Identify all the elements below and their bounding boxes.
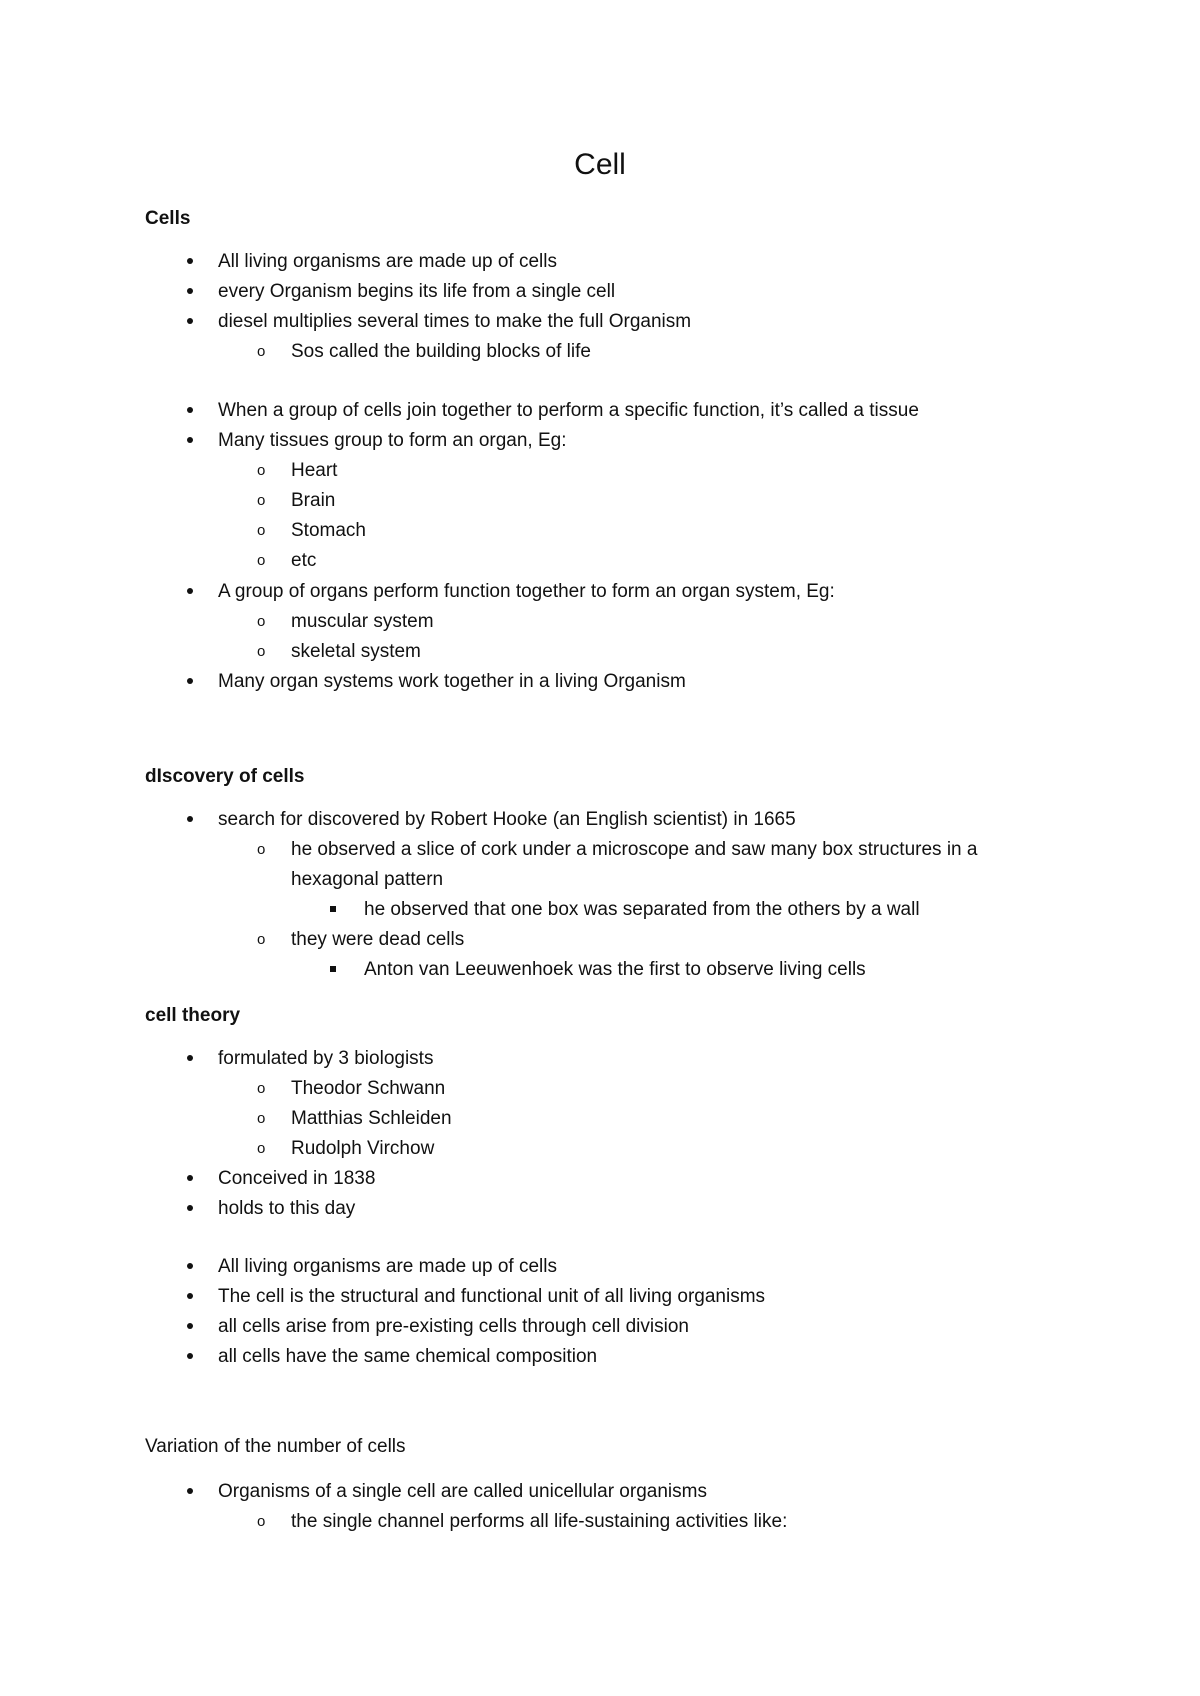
list-item: Anton van Leeuwenhoek was the first to observe living cells xyxy=(364,959,866,980)
list-item: All living organisms are made up of cells xyxy=(218,251,557,272)
list-item: he observed a slice of cork under a microscope and saw many box structures in a xyxy=(291,839,978,860)
list-item: When a group of cells join together to perform a specific function, it’s called a tissue xyxy=(218,400,919,421)
bullet-icon xyxy=(187,816,193,822)
list-item: etc xyxy=(291,550,317,571)
list-item: Conceived in 1838 xyxy=(218,1168,376,1189)
bullet-icon xyxy=(187,1263,193,1269)
bullet-icon xyxy=(187,258,193,264)
bullet-icon xyxy=(187,1323,193,1329)
list-item: Organisms of a single cell are called unicellular organisms xyxy=(218,1481,707,1502)
circle-bullet-icon: o xyxy=(257,522,266,539)
list-item: all cells have the same chemical composition xyxy=(218,1346,598,1367)
list-item: Rudolph Virchow xyxy=(291,1138,435,1159)
list-item: Matthias Schleiden xyxy=(291,1108,452,1129)
list-item: holds to this day xyxy=(218,1198,356,1219)
circle-bullet-icon: o xyxy=(257,931,266,948)
list-item: diesel multiplies several times to make the full Organism xyxy=(218,311,692,332)
circle-bullet-icon: o xyxy=(257,643,266,660)
list-item: all cells arise from pre-existing cells through cell division xyxy=(218,1316,689,1337)
bullet-icon xyxy=(187,1055,193,1061)
bullet-icon xyxy=(187,407,193,413)
list-item: Many tissues group to form an organ, Eg: xyxy=(218,430,567,451)
list-item: Heart xyxy=(291,460,338,481)
list-item: Theodor Schwann xyxy=(291,1078,446,1099)
bullet-icon xyxy=(187,1353,193,1359)
circle-bullet-icon: o xyxy=(257,841,266,858)
list-item: Sos called the building blocks of life xyxy=(291,341,591,362)
bullet-icon xyxy=(187,437,193,443)
circle-bullet-icon: o xyxy=(257,1110,266,1127)
bullet-icon xyxy=(187,588,193,594)
list-item: the single channel performs all life-sustaining activities like: xyxy=(291,1511,788,1532)
list-item: All living organisms are made up of cells xyxy=(218,1256,557,1277)
circle-bullet-icon: o xyxy=(257,343,266,360)
list-item: A group of organs perform function together to form an organ system, Eg: xyxy=(218,581,835,602)
circle-bullet-icon: o xyxy=(257,1080,266,1097)
square-bullet-icon xyxy=(330,906,336,912)
list-item: every Organism begins its life from a single cell xyxy=(218,281,616,302)
list-item: skeletal system xyxy=(291,641,421,662)
page-title: Cell xyxy=(574,148,626,181)
bullet-icon xyxy=(187,678,193,684)
bullet-icon xyxy=(187,1293,193,1299)
circle-bullet-icon: o xyxy=(257,1513,266,1530)
bullet-icon xyxy=(187,288,193,294)
list-item: search for discovered by Robert Hooke (an English scientist) in 1665 xyxy=(218,809,796,830)
list-item: formulated by 3 biologists xyxy=(218,1048,434,1069)
section-heading-cell-theory: cell theory xyxy=(145,1005,241,1026)
square-bullet-icon xyxy=(330,966,336,972)
list-item: they were dead cells xyxy=(291,929,465,950)
list-item: Brain xyxy=(291,490,336,511)
circle-bullet-icon: o xyxy=(257,462,266,479)
bullet-icon xyxy=(187,1205,193,1211)
section-heading-variation: Variation of the number of cells xyxy=(145,1436,406,1457)
list-item: The cell is the structural and functional unit of all living organisms xyxy=(218,1286,766,1307)
bullet-icon xyxy=(187,1175,193,1181)
circle-bullet-icon: o xyxy=(257,492,266,509)
section-heading-discovery: dIscovery of cells xyxy=(145,766,305,787)
circle-bullet-icon: o xyxy=(257,552,266,569)
list-item-continuation: hexagonal pattern xyxy=(291,869,444,890)
bullet-icon xyxy=(187,318,193,324)
list-item: Many organ systems work together in a living Organism xyxy=(218,671,686,692)
list-item: Stomach xyxy=(291,520,366,541)
section-heading-cells: Cells xyxy=(145,208,191,229)
bullet-icon xyxy=(187,1488,193,1494)
circle-bullet-icon: o xyxy=(257,1140,266,1157)
circle-bullet-icon: o xyxy=(257,613,266,630)
list-item: he observed that one box was separated from the others by a wall xyxy=(364,899,920,920)
list-item: muscular system xyxy=(291,611,434,632)
